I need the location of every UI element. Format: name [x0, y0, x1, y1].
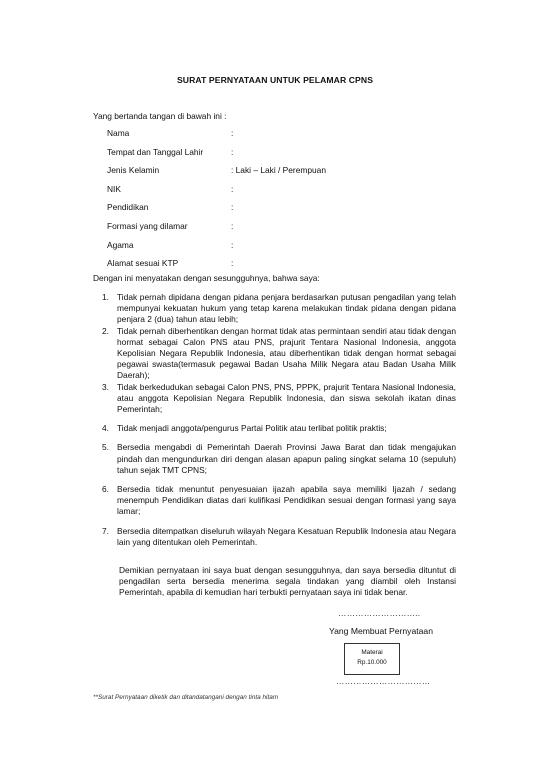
list-item	[102, 326, 456, 382]
field-value: :	[231, 220, 234, 231]
field-nik	[107, 184, 326, 203]
field-label: Pendidikan	[107, 202, 149, 213]
field-value: :	[231, 239, 234, 250]
materai-stamp-box	[344, 643, 400, 675]
field-label: Nama	[107, 128, 130, 138]
item-text: Bersedia tidak menuntut penyesuaian ijazah apabila saya memiliki Ijazah / sedang menempuh Pendidikan diatas dari kulifikasi Pendidikan sesuai dengan formasi yang saya lamar;	[117, 484, 456, 517]
footnote: **Surat Pernyataan diketik dan ditandatangani dengan tinta hitam	[93, 694, 279, 701]
field-label: NIK	[107, 183, 121, 194]
field-label: Tempat dan Tanggal Lahir	[107, 146, 204, 157]
closing-paragraph: Demikian pernyataan ini saya buat dengan sesungguhnya, dan saya bersedia dituntut di pengadilan serta bersedia menerima segala tindakan yang diambil oleh Instansi Pemerintah, apabila di kemudian hari terbukti pernyataan saya ini tidak benar.	[119, 565, 456, 598]
document-title: SURAT PERNYATAAN UNTUK PELAMAR CPNS	[176, 75, 374, 85]
item-number: 5.	[102, 442, 109, 453]
list-item	[102, 526, 456, 548]
field-label: Jenis Kelamin	[107, 165, 160, 176]
item-text: Tidak pernah dipidana dengan pidana penjara berdasarkan putusan pengadilan yang telah mempunyai kekuatan hukum yang tetap karena melakukan tindak pidana dengan pidana penjara 2 (dua) tahun atau lebih;	[117, 292, 456, 325]
field-nama	[107, 128, 326, 147]
field-value: :	[231, 183, 234, 194]
item-text: Tidak pernah diberhentikan dengan hormat tidak atas permintaan sendiri atau tidak dengan hormat sebagai Calon PNS atau PNS, prajurit Tentara Nasional Indonesia, anggota Kepolisian Negara Republik Indonesia, atau diberhentikan tidak dengan hormat sebagai pegawai swasta(termasuk pegawai Badan Usaha Milik Negara atau Badan Usaha Milik Daerah);	[117, 325, 456, 381]
field-label: Formasi yang dilamar	[107, 220, 188, 231]
item-number: 6.	[102, 484, 109, 495]
field-tempat-tanggal-lahir	[107, 147, 326, 166]
field-jenis-kelamin	[107, 165, 326, 184]
field-value: :	[231, 128, 234, 138]
field-agama	[107, 240, 326, 259]
signature-line: ……………………………	[336, 676, 431, 686]
list-item	[102, 423, 456, 434]
item-number: 3.	[102, 381, 109, 392]
stamp-value: Rp.10.000	[357, 659, 387, 666]
field-value: :	[231, 202, 234, 213]
field-label: Agama	[107, 239, 134, 250]
item-number: 1.	[102, 292, 109, 302]
field-pendidikan	[107, 202, 326, 221]
item-text: Tidak menjadi anggota/pengurus Partai Politik atau terlibat politik praktis;	[117, 423, 387, 434]
statement-intro: Dengan ini menyatakan dengan sesungguhnya, bahwa saya:	[93, 273, 320, 283]
field-value: : Laki – Laki / Perempuan	[231, 165, 326, 176]
list-item	[102, 484, 456, 518]
signer-label: Yang Membuat Pernyataan	[329, 626, 433, 636]
item-text: Bersedia mengabdi di Pemerintah Daerah Provinsi Jawa Barat dan tidak mengajukan pindah dan mengundurkan diri dengan alasan apapun paling singkat selama 10 (sepuluh) tahun sejak TMT CPNS;	[117, 442, 456, 475]
list-item	[102, 292, 456, 326]
identity-fields	[107, 128, 326, 277]
stamp-label: Materai	[361, 649, 383, 656]
field-label: Alamat sesuai KTP	[107, 258, 179, 269]
place-date-line: ………………………..	[338, 608, 421, 618]
field-value: :	[231, 258, 234, 269]
list-item	[102, 382, 456, 416]
item-number: 4.	[102, 423, 109, 434]
statement-list	[102, 292, 456, 548]
field-value: :	[231, 146, 234, 157]
item-text: Tidak berkedudukan sebagai Calon PNS, PNS, PPPK, prajurit Tentara Nasional Indonesia, atau anggota Kepolisian Negara Republik Indonesia, dan siswa sekolah ikatan dinas Pemerintah;	[117, 381, 456, 415]
item-number: 2.	[102, 325, 109, 336]
item-number: 7.	[102, 525, 109, 536]
field-formasi	[107, 221, 326, 240]
item-text: Bersedia ditempatkan diseluruh wilayah Negara Kesatuan Republik Indonesia atau Negara lain yang ditentukan oleh Pemerintah.	[117, 525, 456, 547]
intro-text: Yang bertanda tangan di bawah ini :	[93, 111, 227, 121]
list-item	[102, 442, 456, 476]
